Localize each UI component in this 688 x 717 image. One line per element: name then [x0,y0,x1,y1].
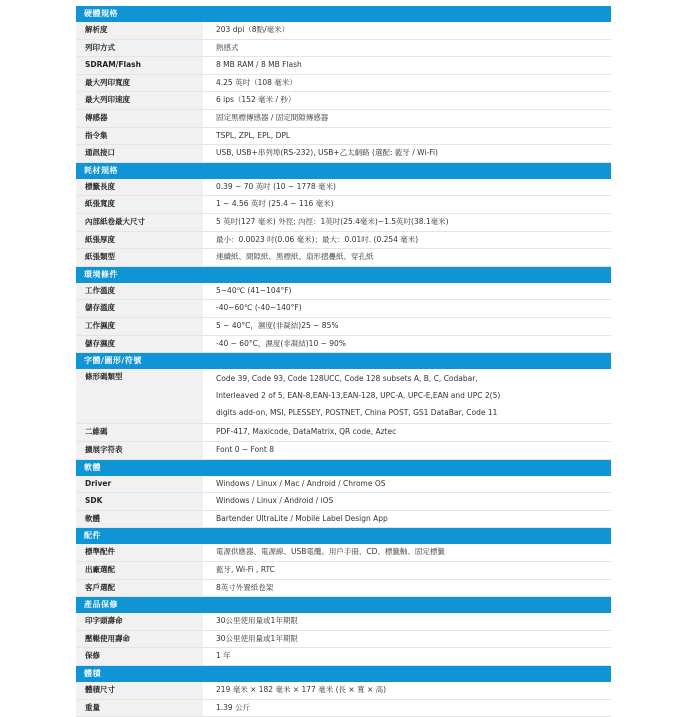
spec-row [76,424,611,442]
section-header: 耗材規格 [76,163,611,179]
spec-value-line: Windows / Linux / Mac / Android / Chrome OS [216,478,386,488]
spec-row [76,249,611,267]
spec-row [76,318,611,336]
spec-row [76,22,611,40]
spec-value-line: 219 毫米 × 182 毫米 × 177 毫米 (長 × 寬 × 高) [216,685,387,695]
spec-value-line: Bartender UltraLite / Mobile Label Design App [216,513,388,523]
spec-table [76,6,611,717]
spec-row [76,511,611,529]
spec-row [76,110,611,128]
spec-value-line: 8 MB RAM / 8 MB Flash [216,60,302,70]
spec-value-line: digits add-on, MSI, PLESSEY, POSTNET, China POST, GS1 DataBar, Code 11 [216,407,498,417]
section-header: 環境條件 [76,267,611,283]
spec-value-line: 電源供應器、電源線、USB電纜、用戶手冊、CD、標籤軸、固定標籤 [216,547,445,557]
spec-row [76,75,611,93]
spec-label: 壓輥使用壽命 [76,631,203,648]
spec-row [76,562,611,580]
spec-value-line: Windows / Linux / Android / iOS [216,496,334,506]
spec-value [203,92,611,109]
spec-value-line: 連續紙、間隙紙、黑標紙、扇形摺疊紙、穿孔紙 [216,252,374,262]
spec-value [203,214,611,231]
spec-value [203,318,611,335]
section-header: 字體/圖形/符號 [76,353,611,369]
spec-row [76,232,611,250]
spec-value-line: -40~60℃ (-40~140°F) [216,303,302,313]
spec-value-line: 30公里使用量或1年期限 [216,633,298,643]
spec-value-line: 固定黑標傳感器 / 固定間隙傳感器 [216,112,329,122]
spec-label: 標籤長度 [76,179,203,196]
spec-value [203,75,611,92]
spec-label: 軟體 [76,511,203,528]
spec-value-line: Interleaved 2 of 5, EAN-8,EAN-13,EAN-128, UPC-A, UPC-E,EAN and UPC 2(5) [216,390,501,400]
spec-value [203,544,611,561]
spec-value [203,145,611,162]
spec-row [76,493,611,511]
spec-row [76,57,611,75]
spec-value [203,369,611,423]
spec-value-line: Code 39, Code 93, Code 128UCC, Code 128 subsets A, B, C, Codabar, [216,374,478,384]
spec-value-line: USB, USB+串列埠(RS-232), USB+乙太網路 (選配: 藍牙 / Wi-Fi) [216,148,438,158]
spec-row [76,631,611,649]
spec-label: 出廠選配 [76,562,203,579]
spec-label: 傳感器 [76,110,203,127]
spec-row [76,214,611,232]
spec-value-line: 203 dpi（8點/毫米） [216,25,290,34]
spec-value [203,511,611,528]
spec-label: 保修 [76,648,203,665]
spec-row [76,145,611,163]
spec-row [76,128,611,146]
spec-value [203,232,611,249]
spec-value [203,493,611,510]
spec-value-line: 5 ~ 40°C，濕度(非凝結)25 ~ 85% [216,320,339,330]
spec-label: Driver [76,476,203,493]
section-header: 體積 [76,666,611,682]
spec-value [203,128,611,145]
spec-value-line: 1 ~ 4.56 英吋 (25.4 ~ 116 毫米) [216,199,334,209]
spec-label: 體積尺寸 [76,682,203,699]
spec-value [203,196,611,213]
spec-value [203,580,611,597]
spec-value-line: 30公里使用量或1年期限 [216,616,298,626]
spec-value-line: 6 ips（152 毫米 / 秒） [216,95,296,105]
spec-value-line: 藍牙, Wi-Fi , RTC [216,565,275,575]
spec-label: 解析度 [76,22,203,39]
spec-value-line: 0.39 ~ 70 英吋 (10 ~ 1778 毫米) [216,181,336,191]
spec-row [76,648,611,666]
spec-label: 最大列印寬度 [76,75,203,92]
spec-row [76,179,611,197]
spec-label: 工作溫度 [76,283,203,300]
spec-label: 最大列印速度 [76,92,203,109]
spec-value [203,40,611,57]
spec-label: 標準配件 [76,544,203,561]
spec-label: 儲存濕度 [76,336,203,353]
spec-row [76,283,611,301]
spec-value [203,648,611,665]
spec-row [76,544,611,562]
spec-label: 條形碼類型 [76,369,203,423]
spec-value [203,22,611,39]
spec-label: 紙張類型 [76,249,203,266]
spec-row [76,40,611,58]
spec-row [76,336,611,354]
spec-value [203,300,611,317]
spec-value [203,110,611,127]
spec-label: 儲存溫度 [76,300,203,317]
spec-label: 客戶選配 [76,580,203,597]
spec-row [76,476,611,494]
spec-value-line: 4.25 英吋（108 毫米） [216,77,297,87]
spec-value-line: 熱感式 [216,42,239,52]
spec-value-line: PDF-417, Maxicode, DataMatrix, QR code, Aztec [216,427,397,437]
spec-value-line: -40 ~ 60°C，濕度(非凝結)10 ~ 90% [216,338,346,348]
spec-value [203,57,611,74]
spec-value-line: 5 英吋(127 毫米) 外徑; 內徑：1英吋(25.4毫米)~1.5英吋(38.1毫米) [216,216,449,226]
spec-value [203,700,611,717]
spec-value-line: TSPL, ZPL, EPL, DPL [216,130,291,140]
spec-row [76,300,611,318]
section-header: 產品保修 [76,597,611,613]
spec-value [203,249,611,266]
spec-value-line: 8英寸外置紙卷架 [216,582,274,592]
spec-value [203,179,611,196]
spec-row [76,682,611,700]
spec-value [203,336,611,353]
spec-value [203,283,611,300]
spec-value-line: Font 0 ~ Font 8 [216,445,275,455]
spec-value [203,476,611,493]
spec-value [203,424,611,441]
spec-label: 印字頭壽命 [76,613,203,630]
spec-label: 內部紙卷最大尺寸 [76,214,203,231]
spec-label: 重量 [76,700,203,717]
spec-value [203,682,611,699]
spec-label: 二維碼 [76,424,203,441]
spec-value [203,442,611,459]
spec-label: 通訊接口 [76,145,203,162]
spec-row [76,613,611,631]
spec-value [203,631,611,648]
spec-row [76,442,611,460]
spec-row [76,196,611,214]
spec-value-line: 1.39 公斤 [216,702,251,712]
spec-label: 指令集 [76,128,203,145]
spec-row [76,92,611,110]
section-header: 配件 [76,528,611,544]
spec-value-line: 最小：0.0023 吋(0.06 毫米)；最大：0.01吋. (0.254 毫米) [216,234,419,244]
spec-value [203,613,611,630]
spec-label: SDK [76,493,203,510]
section-header: 軟體 [76,460,611,476]
spec-row [76,700,611,717]
section-header: 硬體規格 [76,6,611,22]
spec-value-line: 5~40℃ (41~104°F) [216,285,292,295]
spec-value [203,562,611,579]
spec-label: 工作濕度 [76,318,203,335]
spec-label: 列印方式 [76,40,203,57]
spec-label: SDRAM/Flash [76,57,203,74]
spec-label: 擴展字符表 [76,442,203,459]
spec-row [76,580,611,598]
spec-label: 紙張寬度 [76,196,203,213]
spec-row [76,369,611,424]
spec-value-line: 1 年 [216,651,231,661]
spec-label: 紙張厚度 [76,232,203,249]
